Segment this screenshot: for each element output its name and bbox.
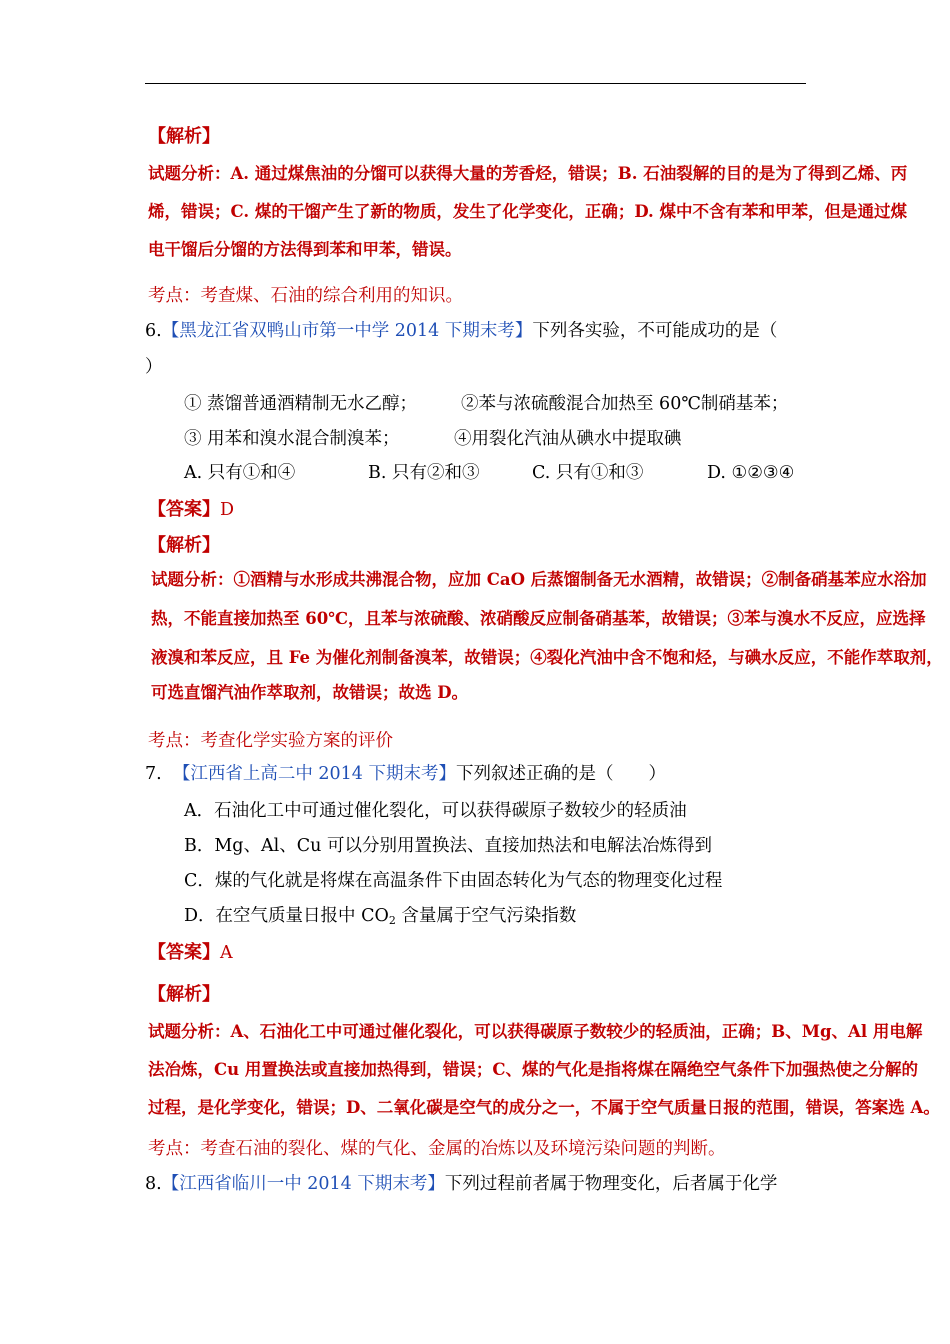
option-a: A．石油化工中可通过催化裂化，可以获得碳原子数较少的轻质油 xyxy=(184,801,687,821)
question-number: 7. xyxy=(145,764,162,784)
answer-line xyxy=(148,501,234,520)
analysis-line: 试题分析：A. 通过煤焦油的分馏可以获得大量的芳香烃，错误；B. 石油裂解的目的是为了得到乙烯、丙 xyxy=(148,164,908,183)
option-d: D. ①②③④ xyxy=(707,463,795,483)
analysis-line: 电干馏后分馏的方法得到苯和甲苯，错误。 xyxy=(148,240,462,259)
option-d-text: D．在空气质量日报中 CO xyxy=(184,906,389,926)
question-7-stem xyxy=(145,766,666,784)
option-b: B. 只有②和③ xyxy=(368,463,480,483)
answer-value: D xyxy=(220,500,235,520)
answer-line xyxy=(148,944,233,963)
header-rule xyxy=(145,83,806,84)
option-b: B．Mg、Al、Cu 可以分别用置换法、直接加热法和电解法冶炼得到 xyxy=(184,836,712,856)
analysis-line: 可选直馏汽油作萃取剂，故错误；故选 D。 xyxy=(151,683,469,702)
question-6-stem xyxy=(145,323,777,341)
option-c: C. 只有①和③ xyxy=(532,463,644,483)
analysis-line: 液溴和苯反应，且 Fe 为催化剂制备溴苯，故错误；④裂化汽油中含不饱和烃，与碘水反应，不能作萃取剂， xyxy=(151,648,943,667)
option-a: A. 只有①和④ xyxy=(184,463,296,483)
answer-label: 【答案】 xyxy=(148,942,220,963)
kaodian-text: 考点：考查石油的裂化、煤的气化、金属的冶炼以及环境污染问题的判断。 xyxy=(148,1139,726,1159)
question-6-stem-cont: ） xyxy=(145,357,163,377)
question-source: 【黑龙江省双鸭山市第一中学 2014 下期末考】 xyxy=(161,321,533,341)
analysis-line: 试题分析：A、石油化工中可通过催化裂化，可以获得碳原子数较少的轻质油，正确；B、Mg、Al 用电解 xyxy=(148,1022,923,1041)
analysis-label: 【解析】 xyxy=(148,126,220,147)
analysis-line: 烯，错误；C. 煤的干馏产生了新的物质，发生了化学变化，正确；D. 煤中不含有苯和甲苯，但是通过煤 xyxy=(148,202,908,221)
analysis-label: 【解析】 xyxy=(148,984,220,1005)
experiment-item: ① 蒸馏普通酒精制无水乙醇； xyxy=(184,394,418,414)
analysis-line: 法冶炼，Cu 用置换法或直接加热得到，错误；C、煤的气化是指将煤在隔绝空气条件下加强热使之分解的 xyxy=(148,1060,919,1079)
option-c: C．煤的气化就是将煤在高温条件下由固态转化为气态的物理变化过程 xyxy=(184,871,723,891)
question-8-stem xyxy=(145,1176,777,1194)
question-text: 下列过程前者属于物理变化，后者属于化学 xyxy=(444,1174,778,1194)
analysis-line: 过程，是化学变化，错误；D、二氧化碳是空气的成分之一，不属于空气质量日报的范围，错误，答案选 A。 xyxy=(148,1098,940,1117)
kaodian-text: 考点：考查化学实验方案的评价 xyxy=(148,731,393,751)
experiment-item: ②苯与浓硫酸混合加热至 60℃制硝基苯； xyxy=(461,394,789,414)
answer-label: 【答案】 xyxy=(148,499,220,520)
question-source: 【江西省上高二中 2014 下期末考】 xyxy=(172,764,457,784)
experiment-item: ④用裂化汽油从碘水中提取碘 xyxy=(454,429,682,449)
option-d xyxy=(184,908,576,926)
answer-value: A xyxy=(220,943,233,963)
experiment-item: ③ 用苯和溴水混合制溴苯； xyxy=(184,429,400,449)
question-text: 下列叙述正确的是（ ） xyxy=(456,764,667,784)
question-number: 6. xyxy=(145,321,162,341)
analysis-line: 试题分析：①酒精与水形成共沸混合物，应加 CaO 后蒸馏制备无水酒精，故错误；②制备硝基苯应水浴加 xyxy=(151,570,927,589)
question-number: 8. xyxy=(145,1174,162,1194)
option-d-text-tail: 含量属于空气污染指数 xyxy=(395,906,577,926)
analysis-label: 【解析】 xyxy=(148,535,220,556)
kaodian-text: 考点：考查煤、石油的综合利用的知识。 xyxy=(148,286,463,306)
question-source: 【江西省临川一中 2014 下期末考】 xyxy=(161,1174,445,1194)
analysis-line: 热，不能直接加热至 60℃，且苯与浓硫酸、浓硝酸反应制备硝基苯，故错误；③苯与溴水不反应，应选择 xyxy=(151,609,926,628)
question-text: 下列各实验，不可能成功的是（ xyxy=(532,321,778,341)
subscript: 2 xyxy=(388,914,396,927)
